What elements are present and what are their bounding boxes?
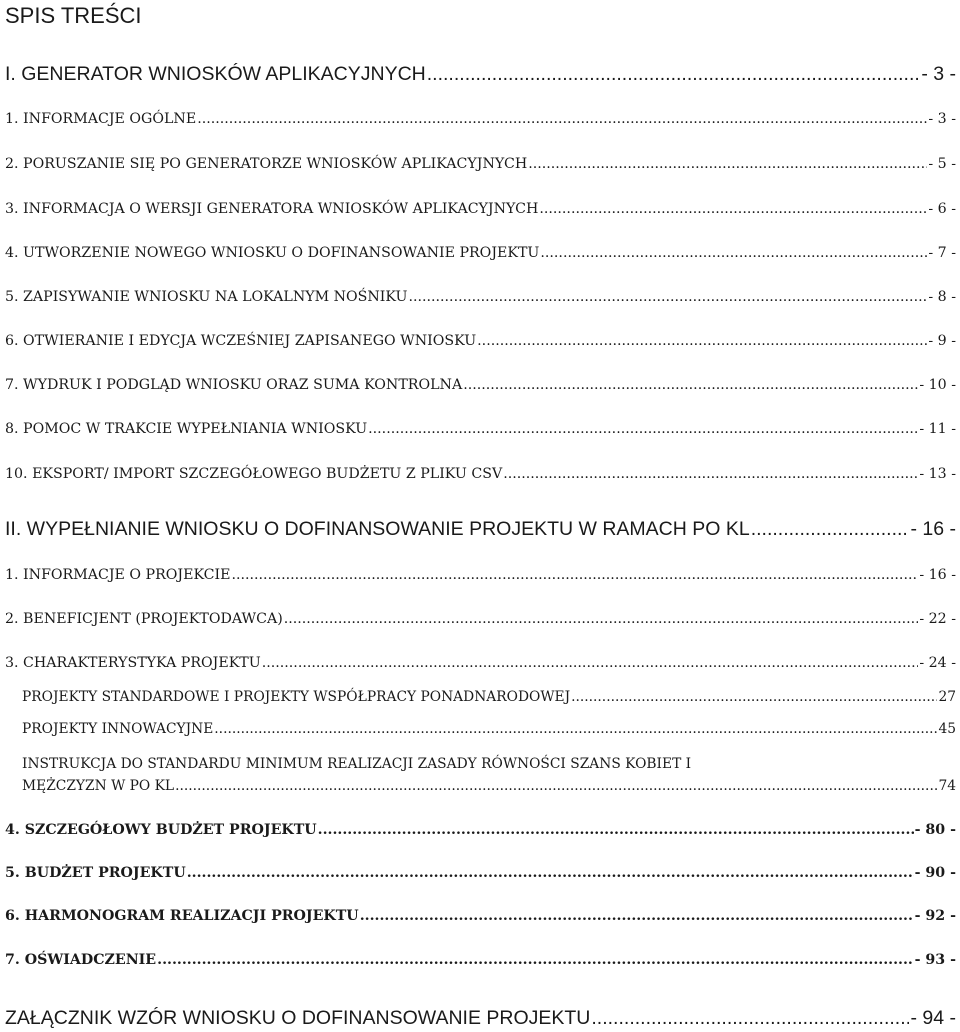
toc-entry-title: 3. CHARAKTERYSTYKA PROJEKTU <box>5 655 261 671</box>
toc-entry-title: II. WYPEŁNIANIE WNIOSKU O DOFINANSOWANIE PROJEKTU W RAMACH PO KL <box>5 518 750 540</box>
toc-entry-title: I. GENERATOR WNIOSKÓW APLIKACYJNYCH <box>5 63 426 85</box>
toc-entry-page: - 10 - <box>919 377 956 393</box>
toc-entry-1-4[interactable] <box>5 244 956 262</box>
toc-entry-part-2[interactable] <box>5 517 956 541</box>
toc-entry-title: 1. INFORMACJE O PROJEKCIE <box>5 567 231 583</box>
toc-entry-part-1[interactable] <box>5 62 956 86</box>
toc-leader-dots <box>427 62 921 86</box>
toc-entry-1-2[interactable] <box>5 155 956 173</box>
toc-leader-dots <box>503 465 918 483</box>
toc-entry-title: 5. ZAPISYWANIE WNIOSKU NA LOKALNYM NOŚNIKU <box>5 289 408 305</box>
toc-leader-dots <box>214 720 937 738</box>
toc-entry-page: - 3 - <box>928 111 956 127</box>
toc-entry-title: PROJEKTY STANDARDOWE I PROJEKTY WSPÓŁPRACY PONADNARODOWEJ <box>22 689 571 705</box>
toc-entry-page: - 8 - <box>928 289 956 305</box>
toc-entry-page: 74 <box>938 778 956 794</box>
toc-entry-page: - 13 - <box>919 466 956 482</box>
toc-entry-2-3[interactable] <box>5 654 956 672</box>
toc-entry-1-1[interactable] <box>5 110 956 128</box>
toc-entry-title: 3. INFORMACJA O WERSJI GENERATORA WNIOSKÓW APLIKACYJNYCH <box>5 201 539 217</box>
toc-entry-title: 7. OŚWIADCZENIE <box>5 952 157 968</box>
toc-entry-page: - 16 - <box>919 567 956 583</box>
toc-entry-page: - 94 - <box>910 1007 956 1029</box>
toc-leader-dots <box>477 332 927 350</box>
toc-leader-dots <box>751 517 910 541</box>
toc-entry-title: 7. WYDRUK I PODGLĄD WNIOSKU ORAZ SUMA KONTROLNA <box>5 377 463 393</box>
toc-leader-dots <box>368 420 918 438</box>
toc-entry-page: - 90 - <box>914 865 956 881</box>
toc-entry-2-2[interactable] <box>5 610 956 628</box>
toc-entry-page: - 3 - <box>921 63 956 85</box>
toc-entry-title: 6. HARMONOGRAM REALIZACJI PROJEKTU <box>5 908 359 924</box>
toc-leader-dots <box>197 110 927 128</box>
toc-entry-page: - 7 - <box>928 245 956 261</box>
toc-entry-page: - 93 - <box>914 952 956 968</box>
toc-entry-1-10[interactable] <box>5 465 956 483</box>
toc-entry-title: 2. BENEFICJENT (PROJEKTODAWCA) <box>5 611 283 627</box>
toc-entry-1-6[interactable] <box>5 332 956 350</box>
toc-entry-title: 1. INFORMACJE OGÓLNE <box>5 111 197 127</box>
toc-leader-dots <box>318 821 914 839</box>
toc-leader-dots <box>231 566 918 584</box>
toc-leader-dots <box>571 688 937 706</box>
toc-entry-page: - 92 - <box>914 908 956 924</box>
toc-entry-title: 2. PORUSZANIE SIĘ PO GENERATORZE WNIOSKÓW APLIKACYJNYCH <box>5 156 528 172</box>
toc-leader-dots <box>187 864 914 882</box>
toc-entry-projekty-innowacyjne[interactable] <box>22 720 956 738</box>
toc-entry-title: 8. POMOC W TRAKCIE WYPEŁNIANIA WNIOSKU <box>5 421 368 437</box>
toc-entry-2-4[interactable] <box>5 821 956 839</box>
toc-entry-title: 4. UTWORZENIE NOWEGO WNIOSKU O DOFINANSOWANIE PROJEKTU <box>5 245 540 261</box>
toc-entry-title: 6. OTWIERANIE I EDYCJA WCZEŚNIEJ ZAPISANEGO WNIOSKU <box>5 333 477 349</box>
toc-entry-2-6[interactable] <box>5 907 956 925</box>
toc-entry-2-1[interactable] <box>5 566 956 584</box>
toc-entry-page: - 80 - <box>914 822 956 838</box>
toc-entry-instrukcja-standard-minimum[interactable] <box>22 753 956 797</box>
toc-entry-page: - 6 - <box>928 201 956 217</box>
toc-entry-page: 27 <box>938 689 956 705</box>
toc-entry-page: - 16 - <box>910 518 956 540</box>
toc-leader-dots <box>175 775 937 797</box>
toc-entry-1-3[interactable] <box>5 200 956 218</box>
toc-entry-1-5[interactable] <box>5 288 956 306</box>
toc-entry-1-7[interactable] <box>5 376 956 394</box>
toc-entry-page: - 5 - <box>928 156 956 172</box>
toc-leader-dots <box>262 654 919 672</box>
toc-entry-page: - 24 - <box>919 655 956 671</box>
toc-entry-page: - 11 - <box>919 421 956 437</box>
toc-entry-1-8[interactable] <box>5 420 956 438</box>
toc-leader-dots <box>463 376 918 394</box>
toc-leader-dots <box>408 288 927 306</box>
toc-entry-2-5[interactable] <box>5 864 956 882</box>
toc-entry-title: ZAŁĄCZNIK WZÓR WNIOSKU O DOFINANSOWANIE PROJEKTU <box>5 1007 591 1029</box>
toc-entry-page: - 9 - <box>928 333 956 349</box>
toc-heading: SPIS TREŚCI <box>5 3 142 28</box>
toc-leader-dots <box>540 244 927 262</box>
toc-leader-dots <box>360 907 914 925</box>
toc-entry-line2 <box>22 775 956 797</box>
toc-entry-title: 4. SZCZEGÓŁOWY BUDŻET PROJEKTU <box>5 822 317 838</box>
toc-leader-dots <box>539 200 927 218</box>
toc-entry-projekty-standardowe[interactable] <box>22 688 956 706</box>
toc-leader-dots <box>284 610 919 628</box>
toc-entry-title-line1: INSTRUKCJA DO STANDARDU MINIMUM REALIZACJI ZASADY RÓWNOŚCI SZANS KOBIET I <box>22 756 692 772</box>
toc-leader-dots <box>528 155 927 173</box>
toc-entry-page: 45 <box>938 721 956 737</box>
toc-entry-page: - 22 - <box>919 611 956 627</box>
toc-entry-title: PROJEKTY INNOWACYJNE <box>22 721 214 737</box>
toc-entry-title: 5. BUDŻET PROJEKTU <box>5 865 186 881</box>
toc-entry-2-7[interactable] <box>5 951 956 969</box>
toc-entry-title-line2: MĘŻCZYZN W PO KL <box>22 778 175 794</box>
toc-entry-title: 10. EKSPORT/ IMPORT SZCZEGÓŁOWEGO BUDŻETU Z PLIKU CSV <box>5 466 503 482</box>
toc-entry-zalacznik[interactable] <box>5 1006 956 1030</box>
toc-leader-dots <box>157 951 913 969</box>
toc-leader-dots <box>591 1006 909 1030</box>
